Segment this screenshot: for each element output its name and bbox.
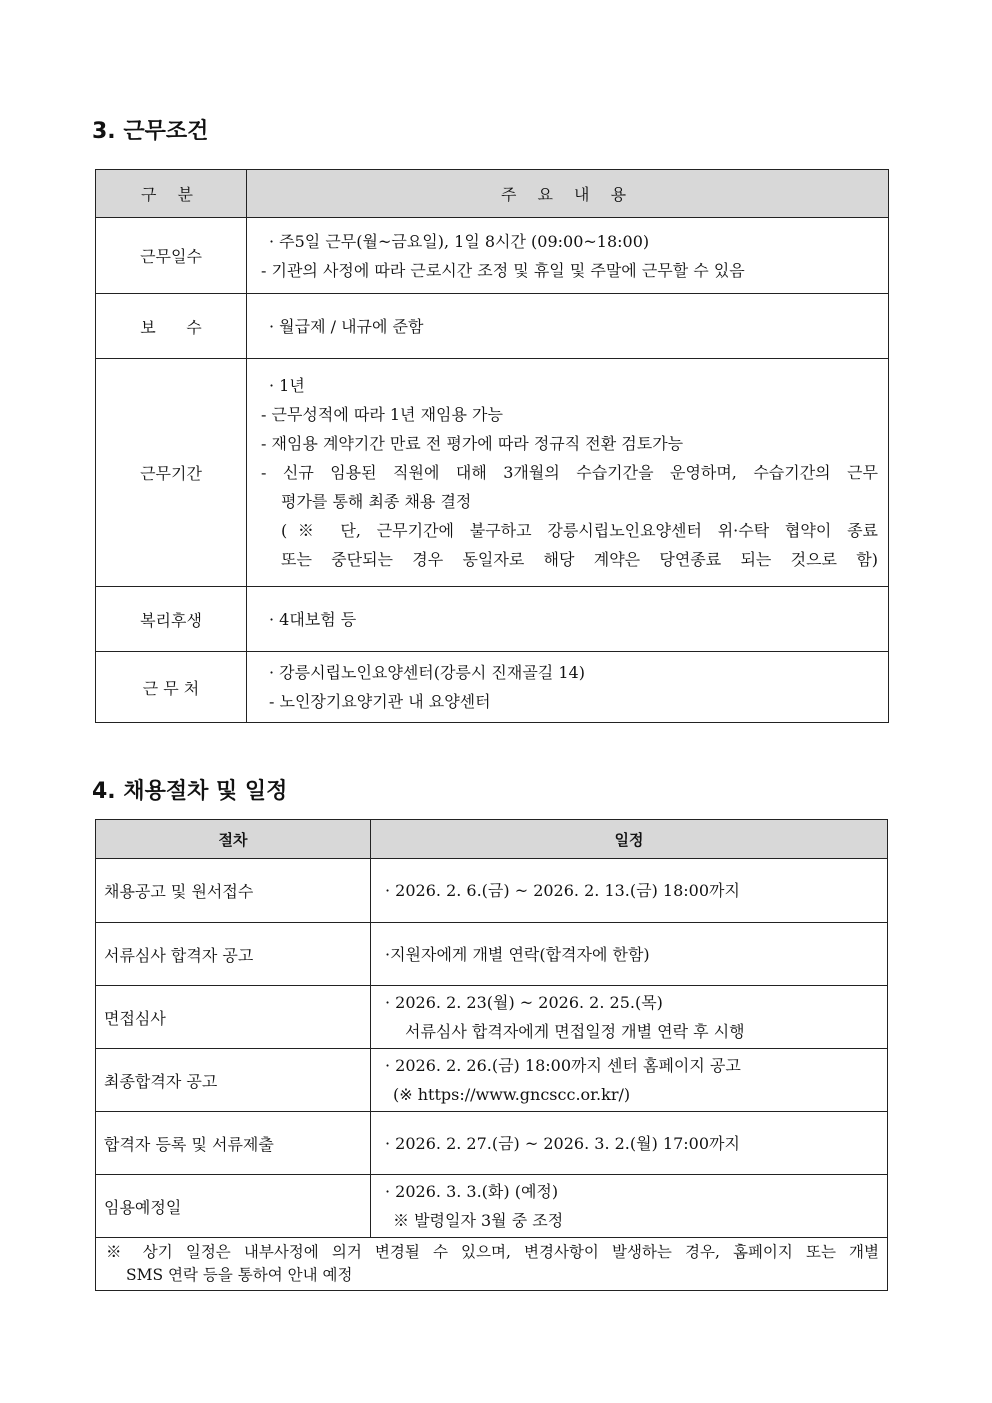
- table-row: [96, 859, 888, 923]
- content-line: - 기관의 사정에 따라 근로시간 조정 및 휴일 및 주말에 근무할 수 있음: [261, 260, 745, 280]
- row-label: 복리후생: [96, 587, 247, 652]
- schedule-line: ·지원자에게 개별 연락(합격자에 한함): [385, 944, 650, 964]
- content-line: · 1년: [269, 376, 305, 395]
- row-label: 근 무 처: [96, 652, 247, 723]
- content-line: 또는 중단되는 경우 동일자로 해당 계약은 당연종료 되는 것으로 함): [281, 550, 878, 569]
- table-row: [96, 218, 889, 294]
- recruitment-schedule-table: [95, 819, 888, 1291]
- row-label: 근무기간: [96, 359, 247, 587]
- content-line: - 재임용 계약기간 만료 전 평가에 따라 정규직 전환 검토가능: [261, 434, 684, 453]
- content-line: (※ 단, 근무기간에 불구하고 강릉시립노인요양센터 위·수탁 협약이 종료: [281, 521, 878, 540]
- schedule-cell: [371, 923, 888, 986]
- table-header-row: [96, 170, 889, 218]
- row-content: [247, 294, 889, 359]
- note-row: [96, 1238, 888, 1291]
- row-content: [247, 359, 889, 587]
- schedule-line: · 2026. 2. 23(월) ~ 2026. 2. 25.(목): [385, 993, 663, 1012]
- header-schedule: 일정: [371, 820, 888, 859]
- table-header-row: [96, 820, 888, 859]
- table-row: [96, 1175, 888, 1238]
- step-label: 서류심사 합격자 공고: [96, 923, 371, 986]
- content-line: · 강릉시립노인요양센터(강릉시 진재골길 14): [269, 663, 585, 682]
- table-row: [96, 986, 888, 1049]
- schedule-line: · 2026. 2. 6.(금) ~ 2026. 2. 13.(금) 18:00까지: [385, 881, 740, 900]
- schedule-line: ※ 발령일자 3월 중 조정: [393, 1211, 564, 1230]
- step-label: 면접심사: [96, 986, 371, 1049]
- table-row: [96, 359, 889, 587]
- content-line: - 신규 임용된 직원에 대해 3개월의 수습기간을 운영하며, 수습기간의 근무: [261, 463, 878, 482]
- table-row: [96, 1049, 888, 1112]
- schedule-cell: [371, 1175, 888, 1238]
- row-content: [247, 218, 889, 294]
- note-line: SMS 연락 등을 통하여 안내 예정: [126, 1266, 353, 1284]
- row-label: 근무일수: [96, 218, 247, 294]
- header-step: 절차: [96, 820, 371, 859]
- note-line: ※ 상기 일정은 내부사정에 의거 변경될 수 있으며, 변경사항이 발생하는 경우, 홈페이지 또는 개별: [106, 1243, 879, 1261]
- step-label: 임용예정일: [96, 1175, 371, 1238]
- content-line: - 근무성적에 따라 1년 재임용 가능: [261, 405, 503, 424]
- header-content: 주 요 내 용: [247, 170, 889, 218]
- schedule-line: · 2026. 2. 26.(금) 18:00까지 센터 홈페이지 공고: [385, 1056, 741, 1075]
- schedule-line: 서류심사 합격자에게 면접일정 개별 연락 후 시행: [405, 1022, 745, 1041]
- table-row: [96, 587, 889, 652]
- step-label: 합격자 등록 및 서류제출: [96, 1112, 371, 1175]
- step-label: 최종합격자 공고: [96, 1049, 371, 1112]
- schedule-cell: [371, 1049, 888, 1112]
- content-line: - 노인장기요양기관 내 요양센터: [269, 692, 491, 711]
- table-row: [96, 1112, 888, 1175]
- table-row: [96, 923, 888, 986]
- schedule-line: · 2026. 2. 27.(금) ~ 2026. 3. 2.(월) 17:00까지: [385, 1133, 740, 1153]
- schedule-cell: [371, 859, 888, 923]
- content-line: · 주5일 근무(월~금요일), 1일 8시간 (09:00~18:00): [269, 231, 650, 251]
- schedule-cell: [371, 1112, 888, 1175]
- work-conditions-table: [95, 169, 889, 723]
- content-line: 평가를 통해 최종 채용 결정: [281, 492, 472, 511]
- schedule-line: · 2026. 3. 3.(화) (예정): [385, 1182, 559, 1201]
- section-3-title: 3. 근무조건: [92, 119, 209, 144]
- schedule-cell: [371, 986, 888, 1049]
- section-4-title: 4. 채용절차 및 일정: [92, 779, 288, 804]
- row-label: 보 수: [96, 294, 247, 359]
- step-label: 채용공고 및 원서접수: [96, 859, 371, 923]
- content-line: · 월급제 / 내규에 준함: [269, 316, 424, 336]
- schedule-note: [96, 1238, 888, 1291]
- table-row: [96, 652, 889, 723]
- row-content: [247, 652, 889, 723]
- header-category: 구 분: [96, 170, 247, 218]
- table-row: [96, 294, 889, 359]
- content-line: · 4대보험 등: [269, 609, 357, 629]
- schedule-line: (※ https://www.gncscc.or.kr/): [393, 1085, 631, 1104]
- row-content: [247, 587, 889, 652]
